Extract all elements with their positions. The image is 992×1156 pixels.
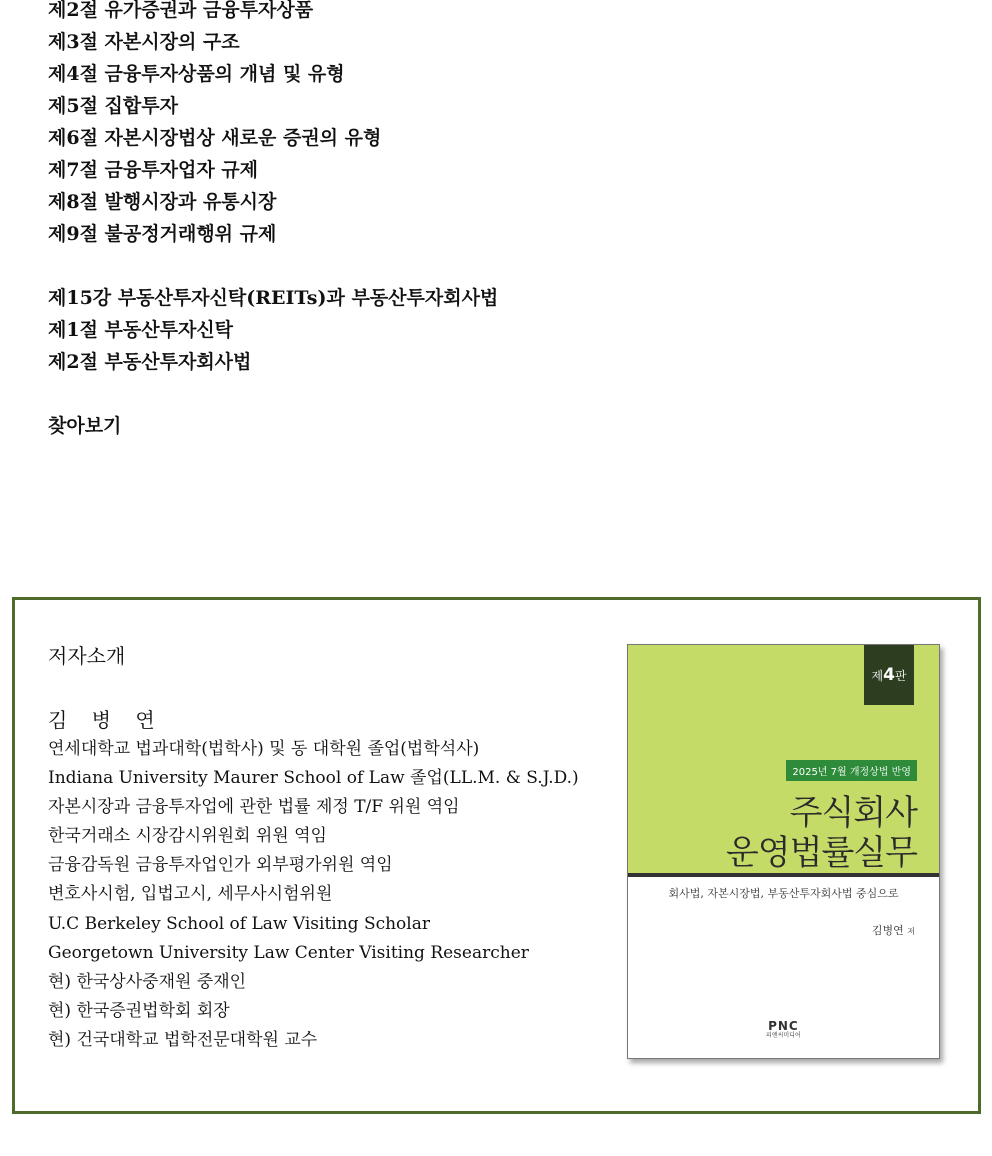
cover-title-line1: 주식회사 [789,793,917,833]
toc-entry: 제5절 집합투자 [48,95,178,117]
toc-entry: 제7절 금융투자업자 규제 [48,159,258,181]
author-name: 김 병 연 [48,708,164,732]
bio-line: 현) 한국증권법학회 회장 [48,1001,230,1021]
toc-entry: 제4절 금융투자상품의 개념 및 유형 [48,63,345,85]
bio-line: 자본시장과 금융투자업에 관한 법률 제정 T/F 위원 역임 [48,797,460,817]
bio-line: Georgetown University Law Center Visiting Researcher [48,943,529,963]
revision-tag: 2025년 7월 개정상법 반영 [786,760,917,781]
toc-entry: 제3절 자본시장의 구조 [48,31,240,53]
edition-suffix: 판 [894,669,907,683]
bio-line: 변호사시험, 입법고시, 세무사시험위원 [48,884,333,904]
toc-entry: 제1절 부동산투자신탁 [48,319,234,341]
bio-line: 금융감독원 금융투자업인가 외부평가위원 역임 [48,855,393,875]
cover-subtitle: 회사법, 자본시장법, 부동산투자회사법 중심으로 [668,887,899,900]
bio-line: Indiana University Maurer School of Law 졸업(LL.M. & S.J.D.) [48,768,579,788]
author-intro-box [12,597,981,1114]
edition-prefix: 제 [871,669,884,683]
cover-author-suffix: 저 [907,927,915,936]
cover-divider [628,873,939,877]
toc-chapter-heading: 제15강 부동산투자신탁(REITs)과 부동산투자회사법 [48,287,499,309]
author-heading: 저자소개 [48,644,126,668]
bio-line: 현) 한국상사중재원 중재인 [48,972,247,992]
bio-line: 현) 건국대학교 법학전문대학원 교수 [48,1030,318,1050]
edition-badge [864,645,914,705]
toc-entry: 제9절 불공정거래행위 규제 [48,223,277,245]
bio-line: U.C Berkeley School of Law Visiting Scholar [48,914,430,934]
cover-author [872,922,915,938]
toc-index-entry: 찾아보기 [48,415,122,437]
publisher-name: 피앤씨미디어 [766,1032,801,1039]
toc-entry: 제2절 유가증권과 금융투자상품 [48,0,314,21]
book-cover-image [627,644,940,1059]
publisher-logo [766,1020,801,1040]
cover-author-name: 김병연 [871,924,904,937]
toc-entry: 제8절 발행시장과 유통시장 [48,191,277,213]
edition-number: 4 [883,665,895,685]
cover-title-line2: 운영법률실무 [725,833,917,873]
publisher-mark: PNC [768,1019,799,1033]
bio-line: 한국거래소 시장감시위원회 위원 역임 [48,826,327,846]
toc-entry: 제6절 자본시장법상 새로운 증권의 유형 [48,127,382,149]
toc-entry: 제2절 부동산투자회사법 [48,351,252,373]
bio-line: 연세대학교 법과대학(법학사) 및 동 대학원 졸업(법학석사) [48,739,480,759]
